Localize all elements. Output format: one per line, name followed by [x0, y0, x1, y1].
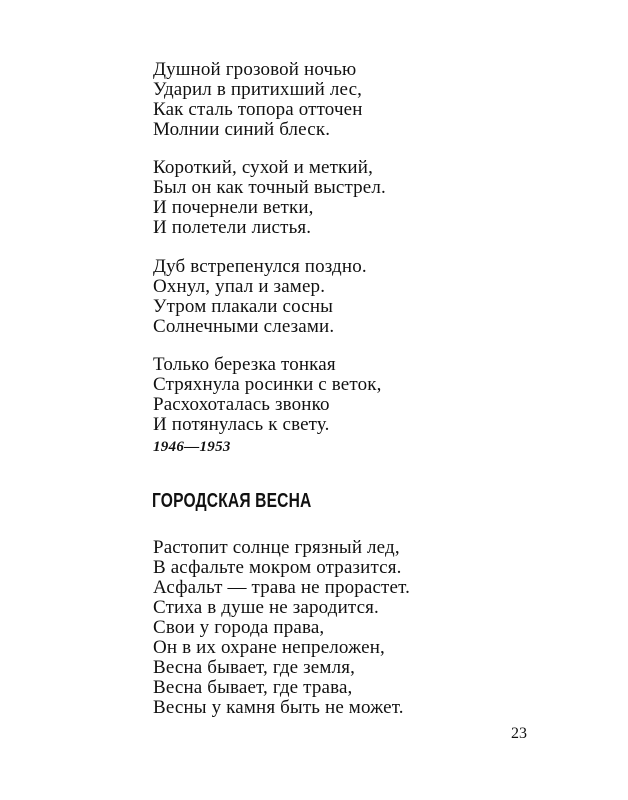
poem-line: Солнечными слезами.: [153, 316, 335, 337]
poem-line: Расхохоталась звонко: [153, 394, 330, 415]
poem-line: Растопит солнце грязный лед,: [153, 537, 400, 558]
poem1-stanza-1: [153, 60, 363, 140]
poem-line: Душной грозовой ночью: [153, 59, 357, 80]
poem2-stanza: [153, 538, 410, 718]
poem1-stanza-4: [153, 355, 382, 435]
poem-line: И почернели ветки,: [153, 197, 314, 218]
poem-title: ГОРОДСКАЯ ВЕСНА: [152, 490, 312, 512]
poem-line: Он в их охране непреложен,: [153, 637, 385, 658]
poem-line: Охнул, упал и замер.: [153, 276, 326, 297]
poem1-stanza-2: [153, 158, 386, 238]
poem-line: Ударил в притихший лес,: [153, 79, 363, 100]
poem1-stanza-3: [153, 257, 367, 337]
poem-line: Был он как точный выстрел.: [153, 177, 386, 198]
poem-line: Короткий, сухой и меткий,: [153, 157, 373, 178]
page-number: 23: [511, 725, 527, 742]
poem-line: Свои у города права,: [153, 617, 325, 638]
poem-line: В асфальте мокром отразится.: [153, 557, 402, 578]
poem-line: Стиха в душе не зародится.: [153, 597, 379, 618]
poem-line: И потянулась к свету.: [153, 414, 330, 435]
poem-line: Как сталь топора отточен: [153, 99, 363, 120]
poem-line: Дуб встрепенулся поздно.: [153, 256, 367, 277]
poem-line: Молнии синий блеск.: [153, 119, 331, 140]
poem-line: Стряхнула росинки с веток,: [153, 374, 382, 395]
poem-line: Асфальт — трава не прорастет.: [153, 577, 411, 598]
poem-date: 1946—1953: [153, 439, 231, 455]
poem-line: Весна бывает, где трава,: [153, 677, 353, 698]
poem-line: Весны у камня быть не может.: [153, 697, 404, 718]
poem-line: Утром плакали сосны: [153, 296, 334, 317]
poem-line: Весна бывает, где земля,: [153, 657, 355, 678]
poem-line: Только березка тонкая: [153, 354, 336, 375]
poem-line: И полетели листья.: [153, 217, 312, 238]
